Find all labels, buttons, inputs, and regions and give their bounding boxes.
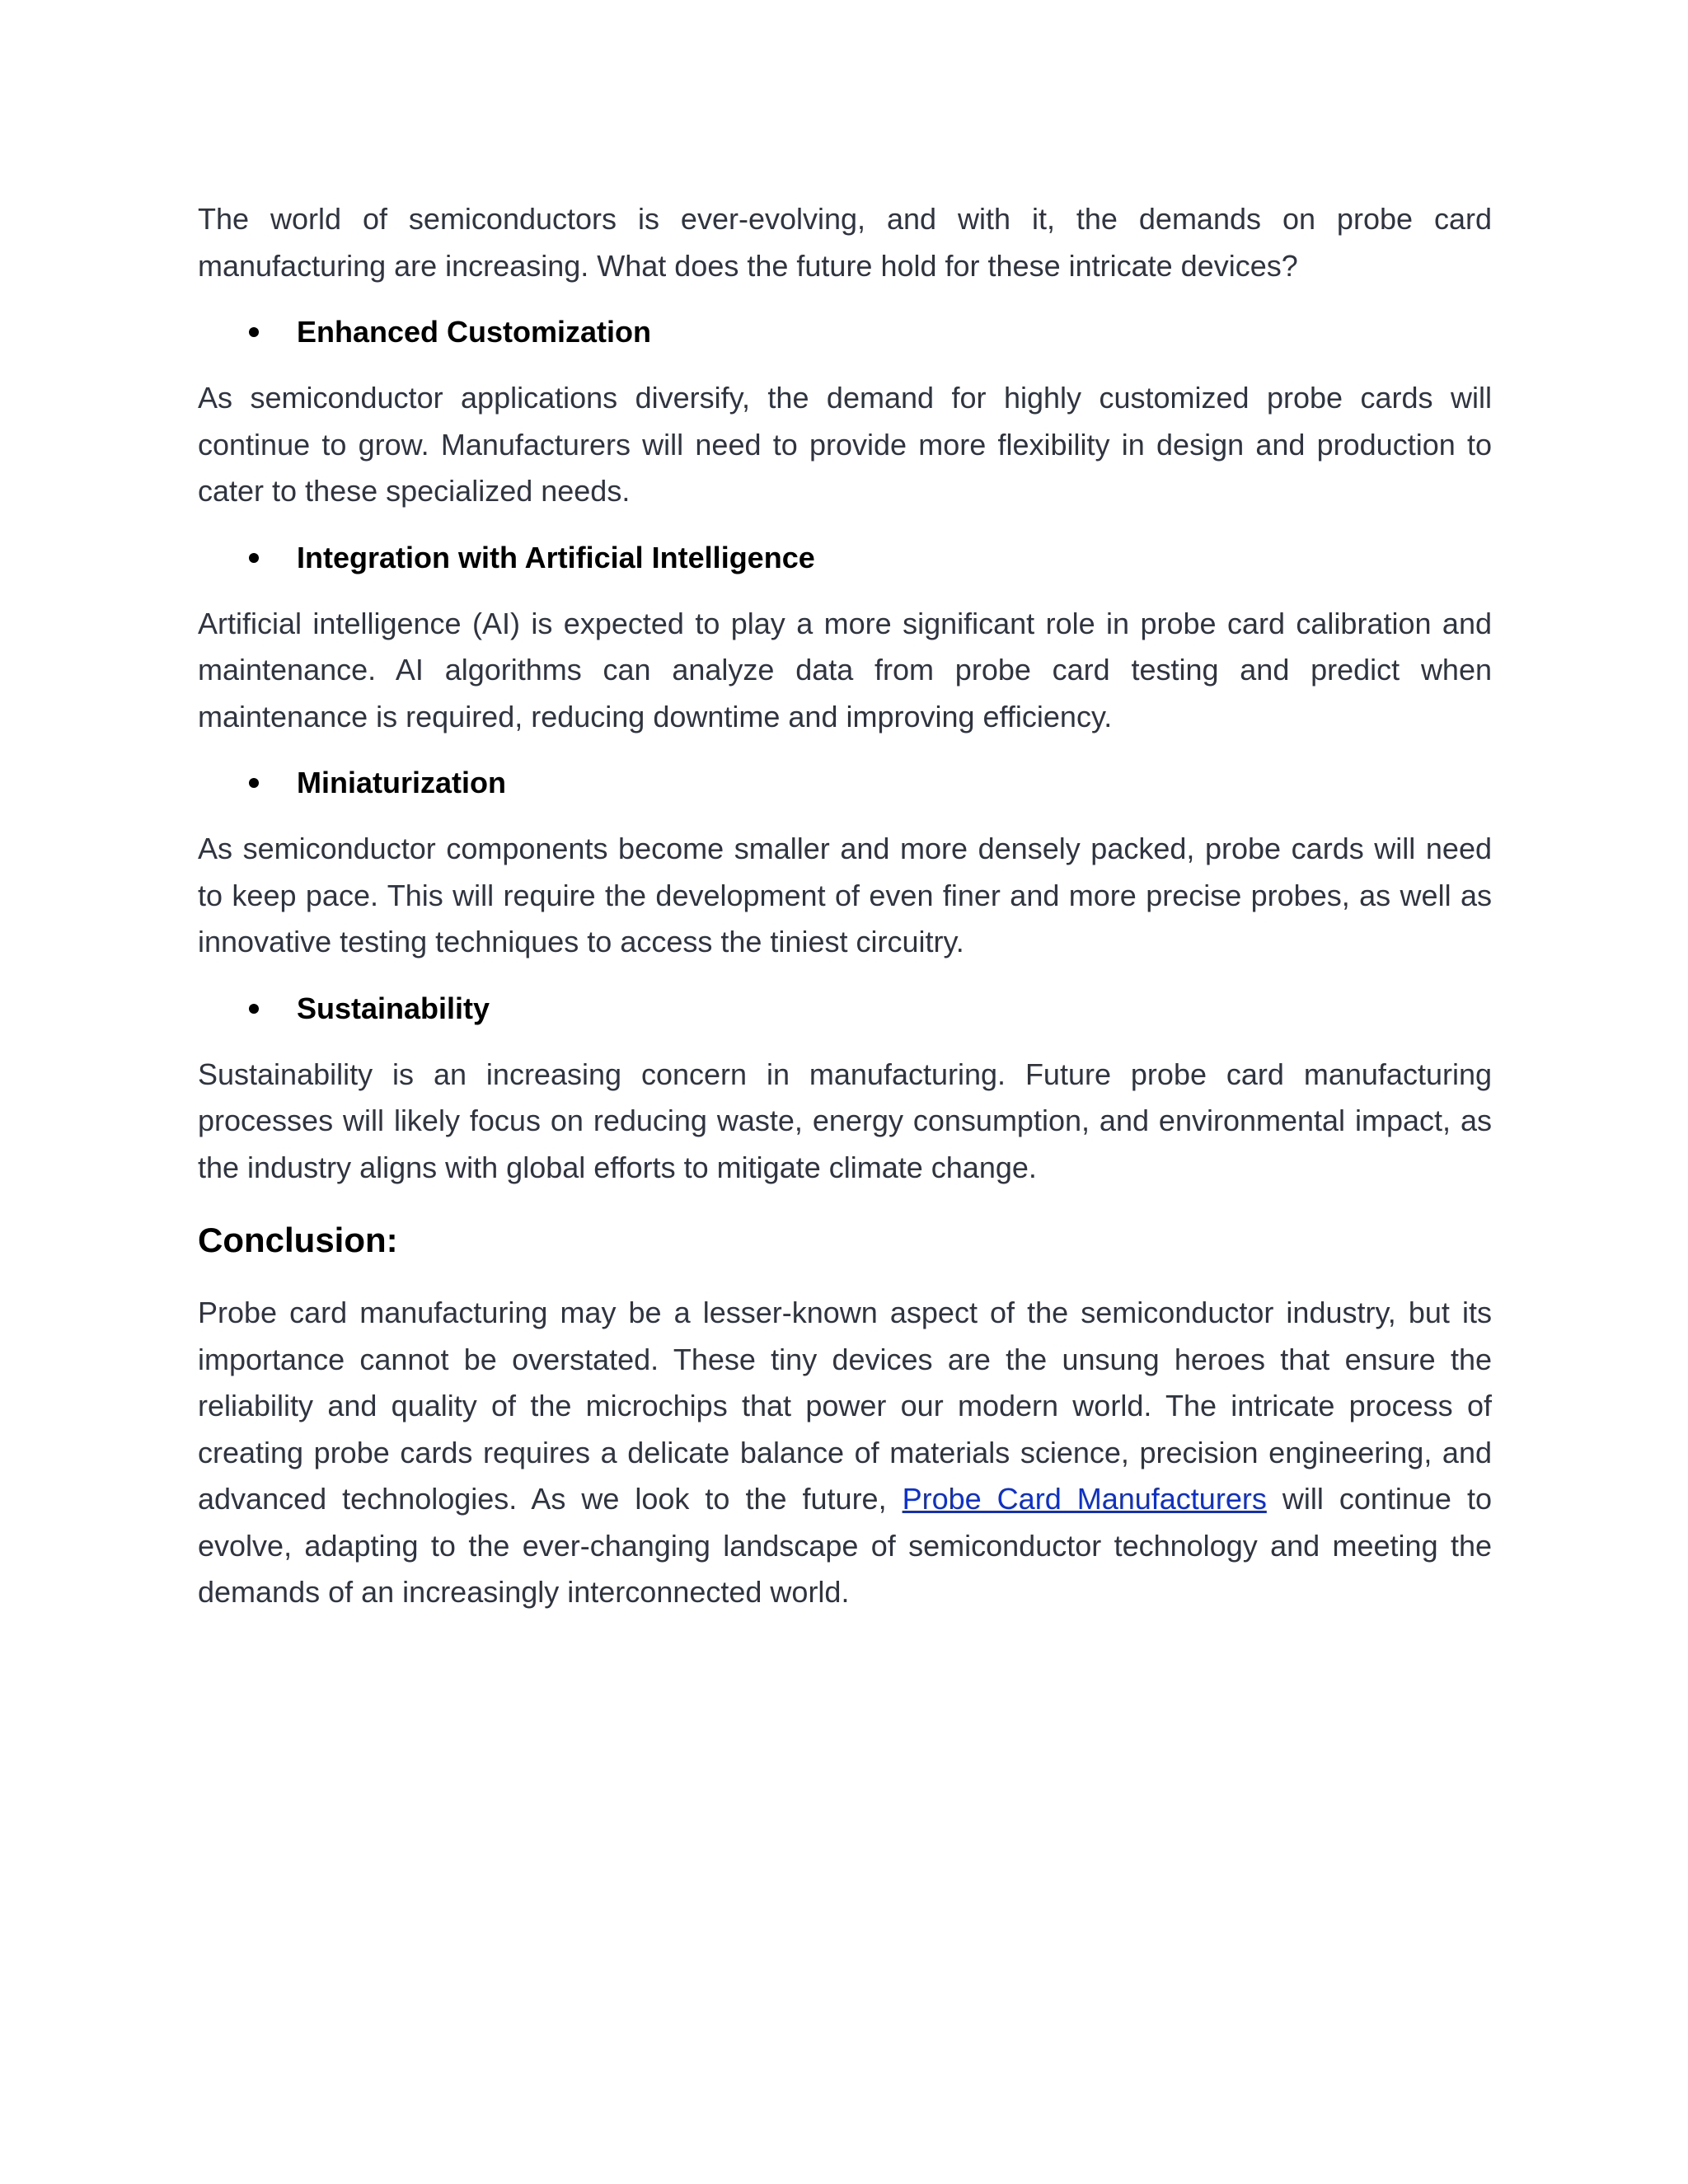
- bullet-sustainability: [198, 986, 1492, 1032]
- bullet-heading: Sustainability: [297, 991, 490, 1025]
- section-paragraph-ai: Artificial intelligence (AI) is expected to play a more significant role in probe card calibration and maintenance. AI algorithms can analyze data from probe card testing and predict when maintenance is required, reducing downtime and improving efficiency.: [198, 606, 1492, 733]
- bullet-ai-integration: [198, 535, 1492, 581]
- intro-paragraph: The world of semiconductors is ever-evolving, and with it, the demands on probe card manufacturing are increasing. What does the future hold for these intricate devices?: [198, 202, 1492, 283]
- conclusion-paragraph: [198, 1290, 1492, 1616]
- section-paragraph-customization: As semiconductor applications diversify, the demand for highly customized probe cards will continue to grow. Manufacturers will need to provide more flexibility in design and production to cater to these specialized needs.: [198, 381, 1492, 508]
- section-paragraph-sustainability: Sustainability is an increasing concern in manufacturing. Future probe card manufacturing processes will likely focus on reducing waste, energy consumption, and environmental impact, as the industry aligns with global efforts to mitigate climate change.: [198, 1057, 1492, 1184]
- conclusion-text-before-link: Probe card manufacturing may be a lesser-known aspect of the semiconductor industry, but its importance cannot be overstated. These tiny devices are the unsung heroes that ensure the reliability and quality of the microchips that power our modern world. The intricate process of creating probe cards requires a delicate balance of materials science, precision engineering, and advanced technologies. As we look to the future,: [198, 1296, 1492, 1516]
- bullet-dot-icon: [249, 778, 259, 788]
- bullet-miniaturization: [198, 760, 1492, 806]
- section-paragraph-miniaturization: As semiconductor components become smaller and more densely packed, probe cards will need to keep pace. This will require the development of even finer and more precise probes, as well as innovative testing techniques to access the tiniest circuitry.: [198, 832, 1492, 958]
- conclusion-text-after-link: will continue to evolve, adapting to the ever-changing landscape of semiconductor technology and meeting the demands of an increasingly interconnected world.: [198, 1482, 1492, 1609]
- bullet-heading: Integration with Artificial Intelligence: [297, 540, 815, 574]
- bullet-dot-icon: [249, 327, 259, 337]
- bullet-heading: Enhanced Customization: [297, 315, 652, 349]
- document-page: [198, 196, 1492, 1616]
- bullet-heading: Miniaturization: [297, 766, 506, 799]
- bullet-dot-icon: [249, 553, 259, 563]
- probe-card-manufacturers-link[interactable]: Probe Card Manufacturers: [902, 1482, 1267, 1516]
- bullet-enhanced-customization: [198, 309, 1492, 355]
- bullet-dot-icon: [249, 1004, 259, 1014]
- conclusion-heading: Conclusion:: [198, 1221, 398, 1259]
